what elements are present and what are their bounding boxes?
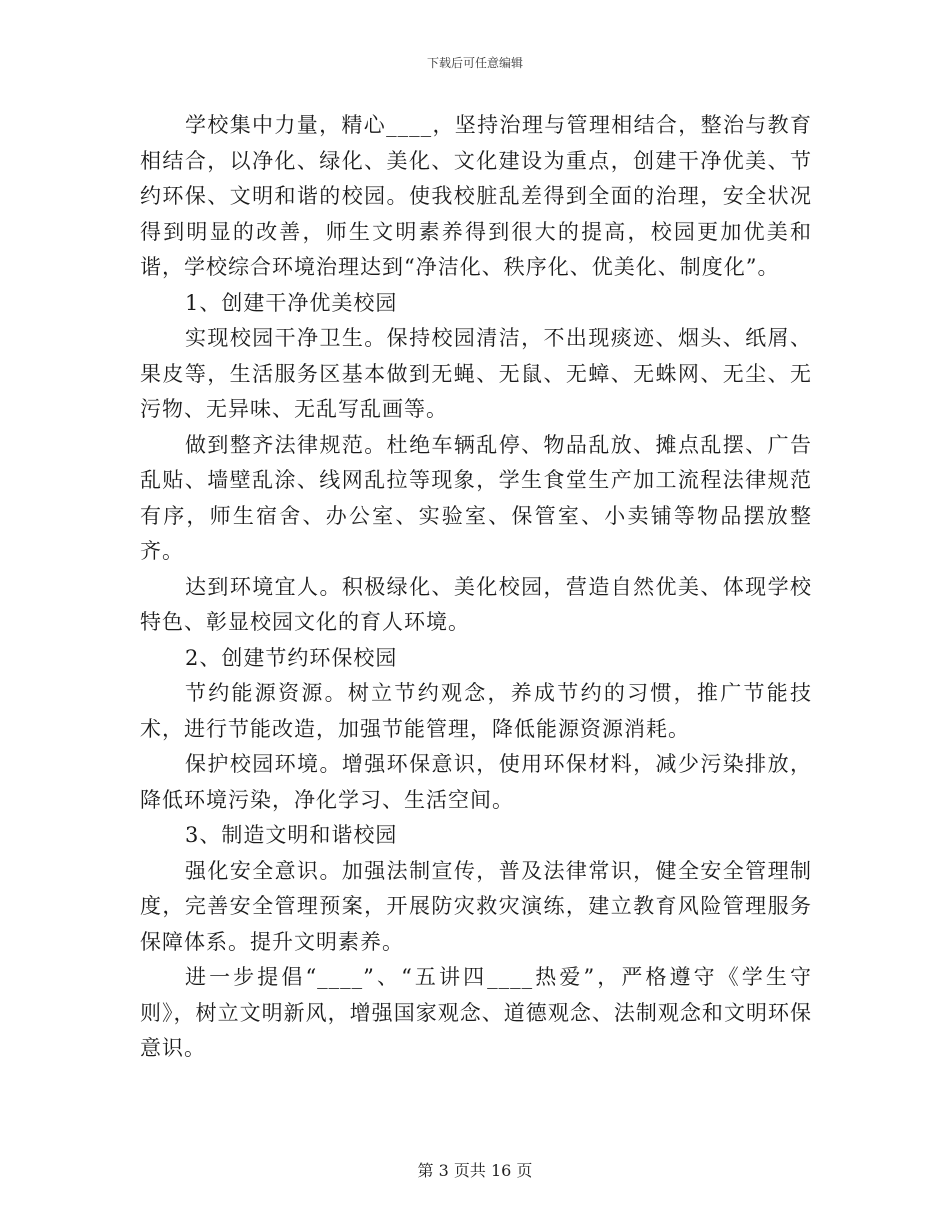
section1-paragraph-2: 做到整齐法律规范。杜绝车辆乱停、物品乱放、摊点乱摆、广告乱贴、墙壁乱涂、线网乱拉等现象，学生食堂生产加工流程法律规范有序，师生宿舍、办公室、实验室、保管室、小卖铺等物品摆放整齐。: [140, 432, 812, 563]
section3-paragraph-1: 强化安全意识。加强法制宣传，普及法律常识，健全安全管理制度，完善安全管理预案，开展防灾救灾演练，建立教育风险管理服务保障体系。提升文明素养。: [140, 858, 812, 954]
section-heading-3: 3、制造文明和谐校园: [185, 823, 398, 847]
section1-paragraph-3: 达到环境宜人。积极绿化、美化校园，营造自然优美、体现学校特色、彰显校园文化的育人环境。: [140, 574, 812, 634]
section2-paragraph-1: 节约能源资源。树立节约观念，养成节约的习惯，推广节能技术，进行节能改造，加强节能管理，降低能源资源消耗。: [140, 681, 812, 741]
section-heading-2: 2、创建节约环保校园: [185, 645, 398, 670]
section-heading-1: 1、创建干净优美校园: [185, 290, 398, 315]
page-header-note: 下载后可任意编辑: [426, 56, 523, 70]
intro-paragraph: 学校集中力量，精心____，坚持治理与管理相结合，整治与教育相结合，以净化、绿化、美化、文化建设为重点，创建干净优美、节约环保、文明和谐的校园。使我校脏乱差得到全面的治理，安全状况得到明显的改善，师生文明素养得到很大的提高，校园更加优美和谐，学校综合环境治理达到“净洁化、秩序化、优美化、制度化”。: [140, 113, 812, 279]
document-body: [140, 108, 812, 1067]
section2-paragraph-2: 保护校园环境。增强环保意识，使用环保材料，减少污染排放，降低环境污染，净化学习、生活空间。: [140, 752, 812, 812]
section1-paragraph-1: 实现校园干净卫生。保持校园清洁，不出现痰迹、烟头、纸屑、果皮等，生活服务区基本做到无蝇、无鼠、无蟑、无蛛网、无尘、无污物、无异味、无乱写乱画等。: [140, 326, 812, 421]
page-number: 第 3 页共 16 页: [417, 1161, 533, 1180]
section3-paragraph-2: 进一步提倡“____”、“五讲四____热爱”，严格遵守《学生守则》，树立文明新风，增强国家观念、道德观念、法制观念和文明环保意识。: [140, 965, 812, 1060]
